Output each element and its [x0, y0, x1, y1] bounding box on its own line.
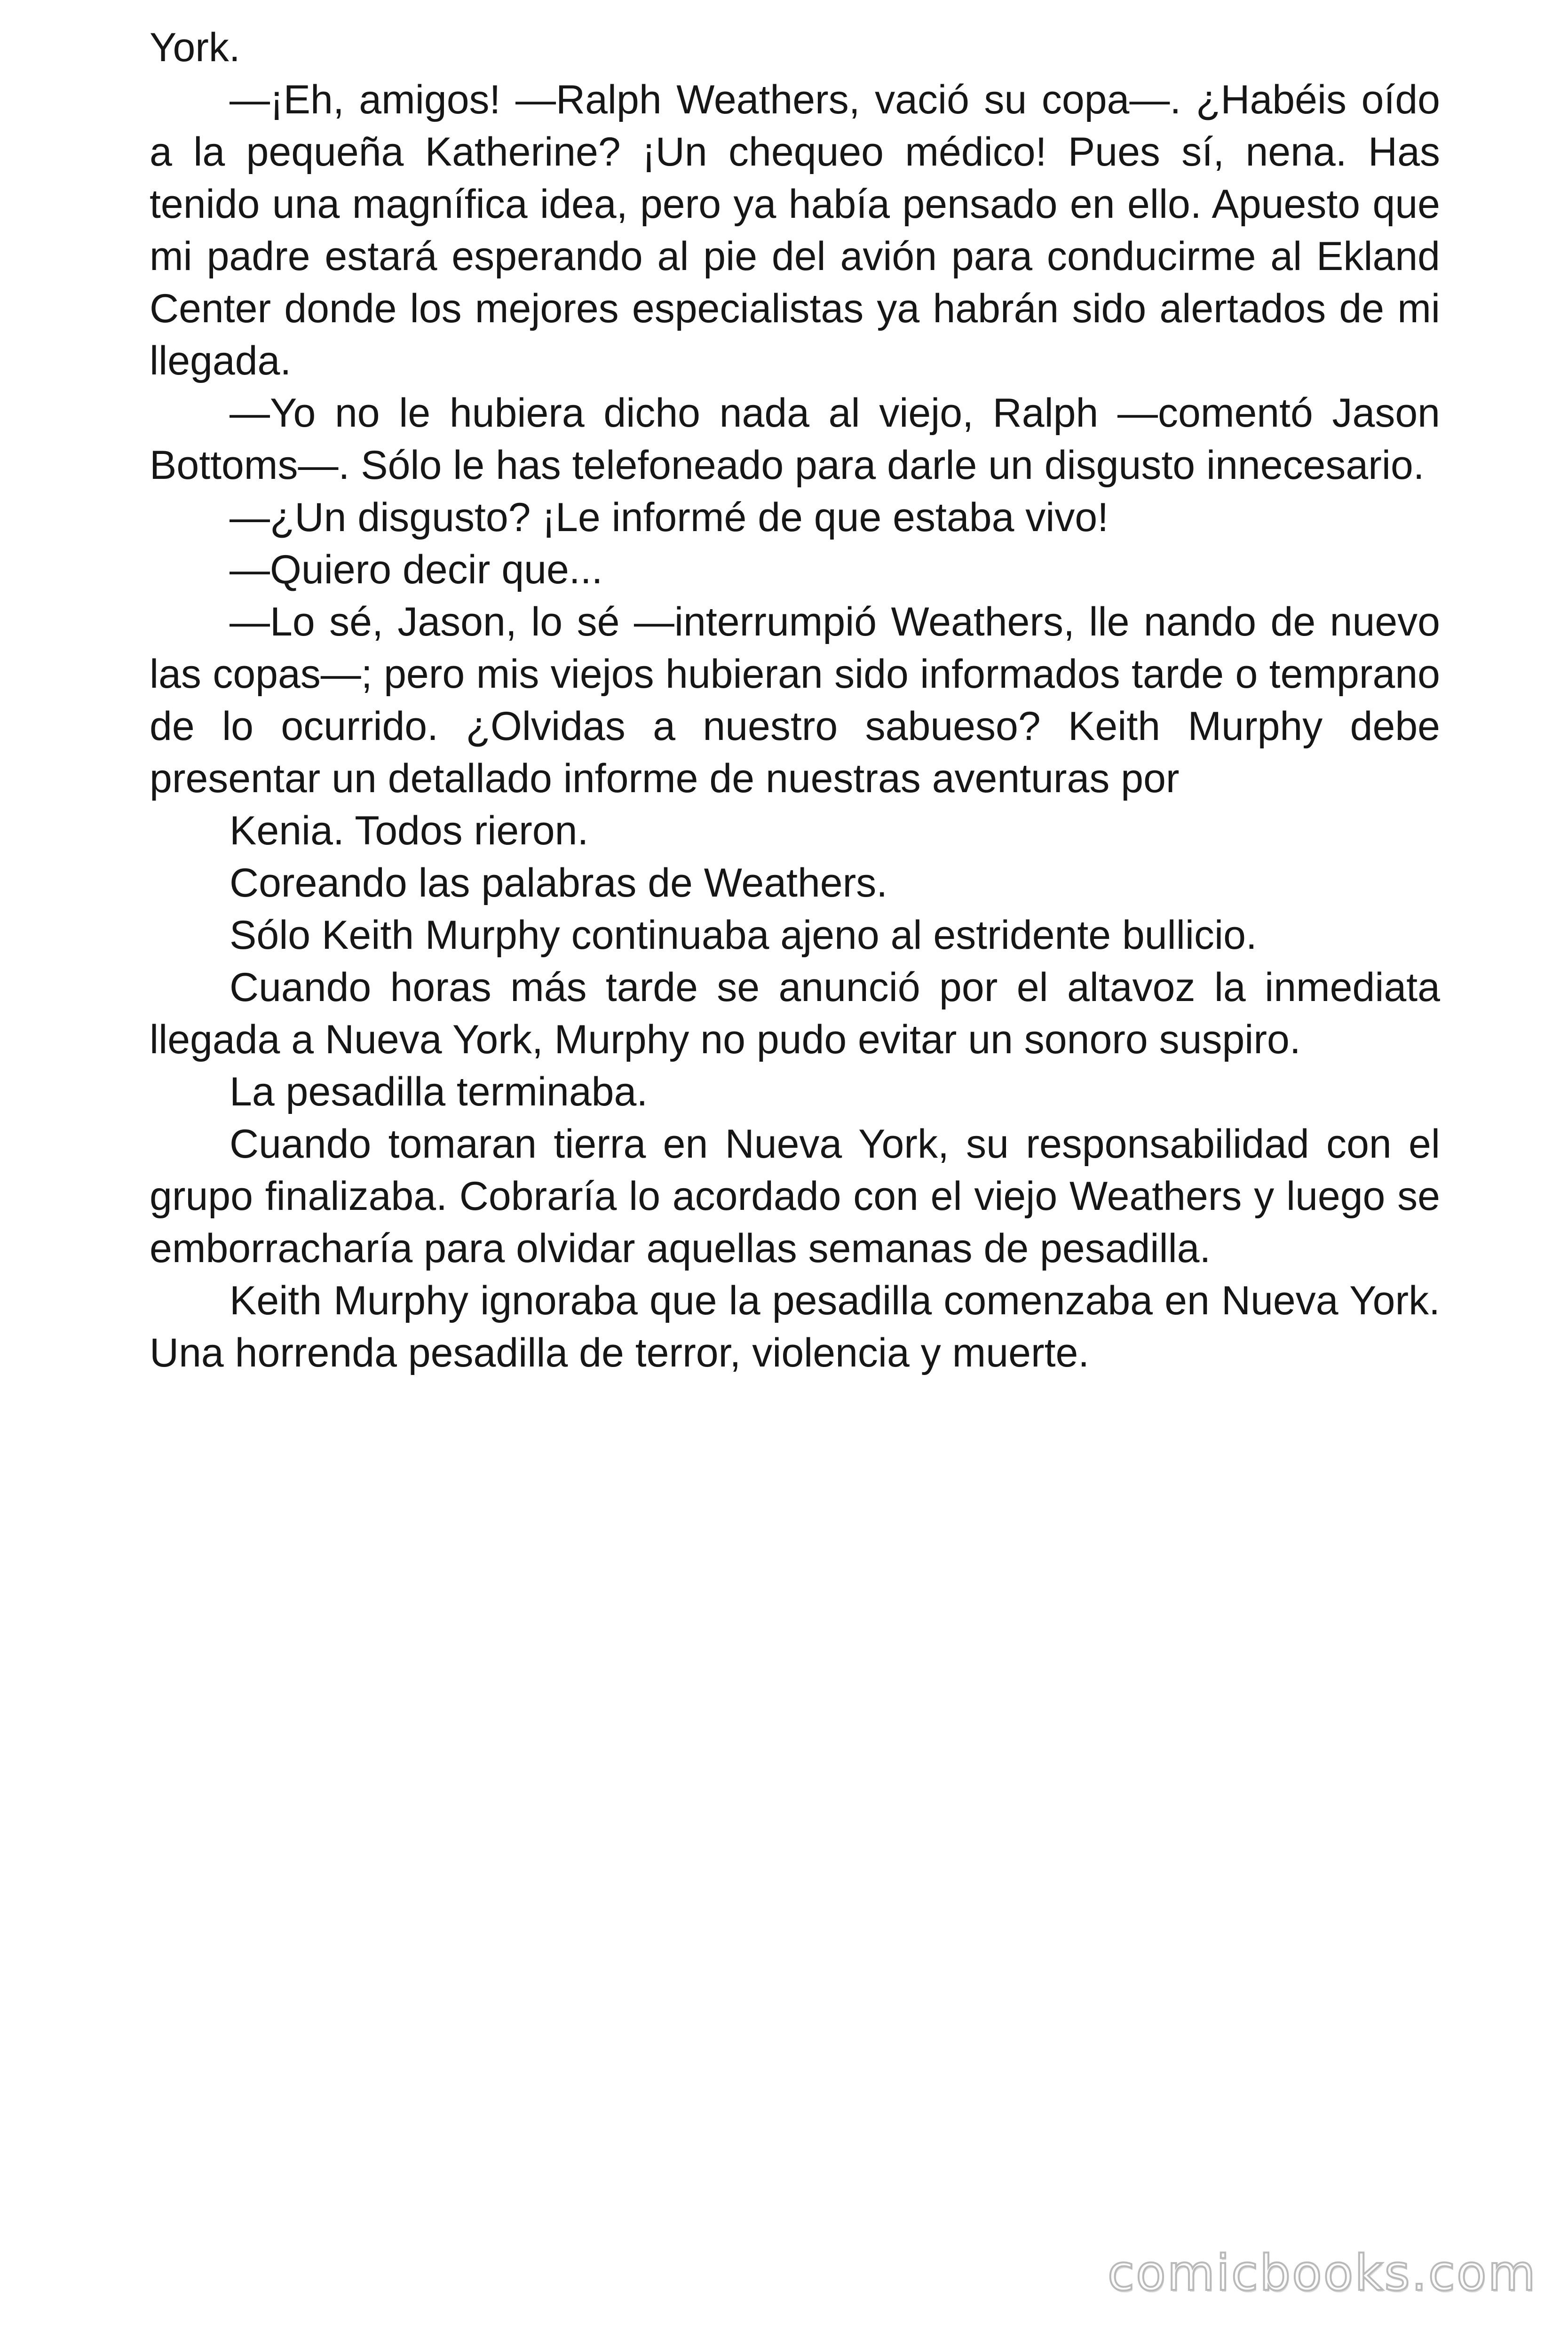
paragraph: —Quiero decir que...: [230, 547, 603, 592]
paragraph-continuation: York.: [150, 25, 240, 70]
watermark-text: comicbooks.com: [1107, 2244, 1537, 2302]
paragraph: Coreando las palabras de Weathers.: [230, 860, 888, 906]
paragraph: Cuando tomaran tierra en Nueva York, su responsabilidad con el grupo finalizaba. Cobraría lo acordado con el viejo Weathers y luego se emborracharía para olvidar aquellas semanas de pesadilla.: [150, 1121, 1440, 1271]
paragraph: —Lo sé, Jason, lo sé —interrumpió Weathers, lle nando de nuevo las copas—; pero mis viejos hubieran sido informados tarde o temprano de lo ocurrido. ¿Olvidas a nuestro sabueso? Keith Murphy debe presentar un detallado informe de nuestras aventuras por: [150, 599, 1440, 801]
paragraph: Sólo Keith Murphy continuaba ajeno al estridente bullicio.: [230, 913, 1257, 958]
paragraph: Kenia. Todos rieron.: [230, 808, 589, 853]
paragraph: —¿Un disgusto? ¡Le informé de que estaba vivo!: [230, 495, 1109, 540]
book-page-text: [150, 22, 1440, 1379]
paragraph: La pesadilla terminaba.: [230, 1069, 648, 1114]
paragraph: Keith Murphy ignoraba que la pesadilla comenzaba en Nueva York. Una horrenda pesadilla de terror, violencia y muerte.: [150, 1278, 1440, 1375]
paragraph: —Yo no le hubiera dicho nada al viejo, Ralph —comentó Jason Bottoms—. Sólo le has telefoneado para darle un disgusto innecesario.: [150, 390, 1440, 488]
paragraph: —¡Eh, amigos! —Ralph Weathers, vació su copa—. ¿Habéis oído a la pequeña Katherine? ¡Un chequeo médico! Pues sí, nena. Has tenido una magnífica idea, pero ya había pensado en ello. Apuesto que mi padre estará esperando al pie del avión para conducirme al Ekland Center donde los mejores especialistas ya habrán sido alertados de mi llegada.: [150, 77, 1440, 383]
paragraph: Cuando horas más tarde se anunció por el altavoz la inmediata llegada a Nueva York, Murphy no pudo evitar un sonoro suspiro.: [150, 965, 1440, 1062]
